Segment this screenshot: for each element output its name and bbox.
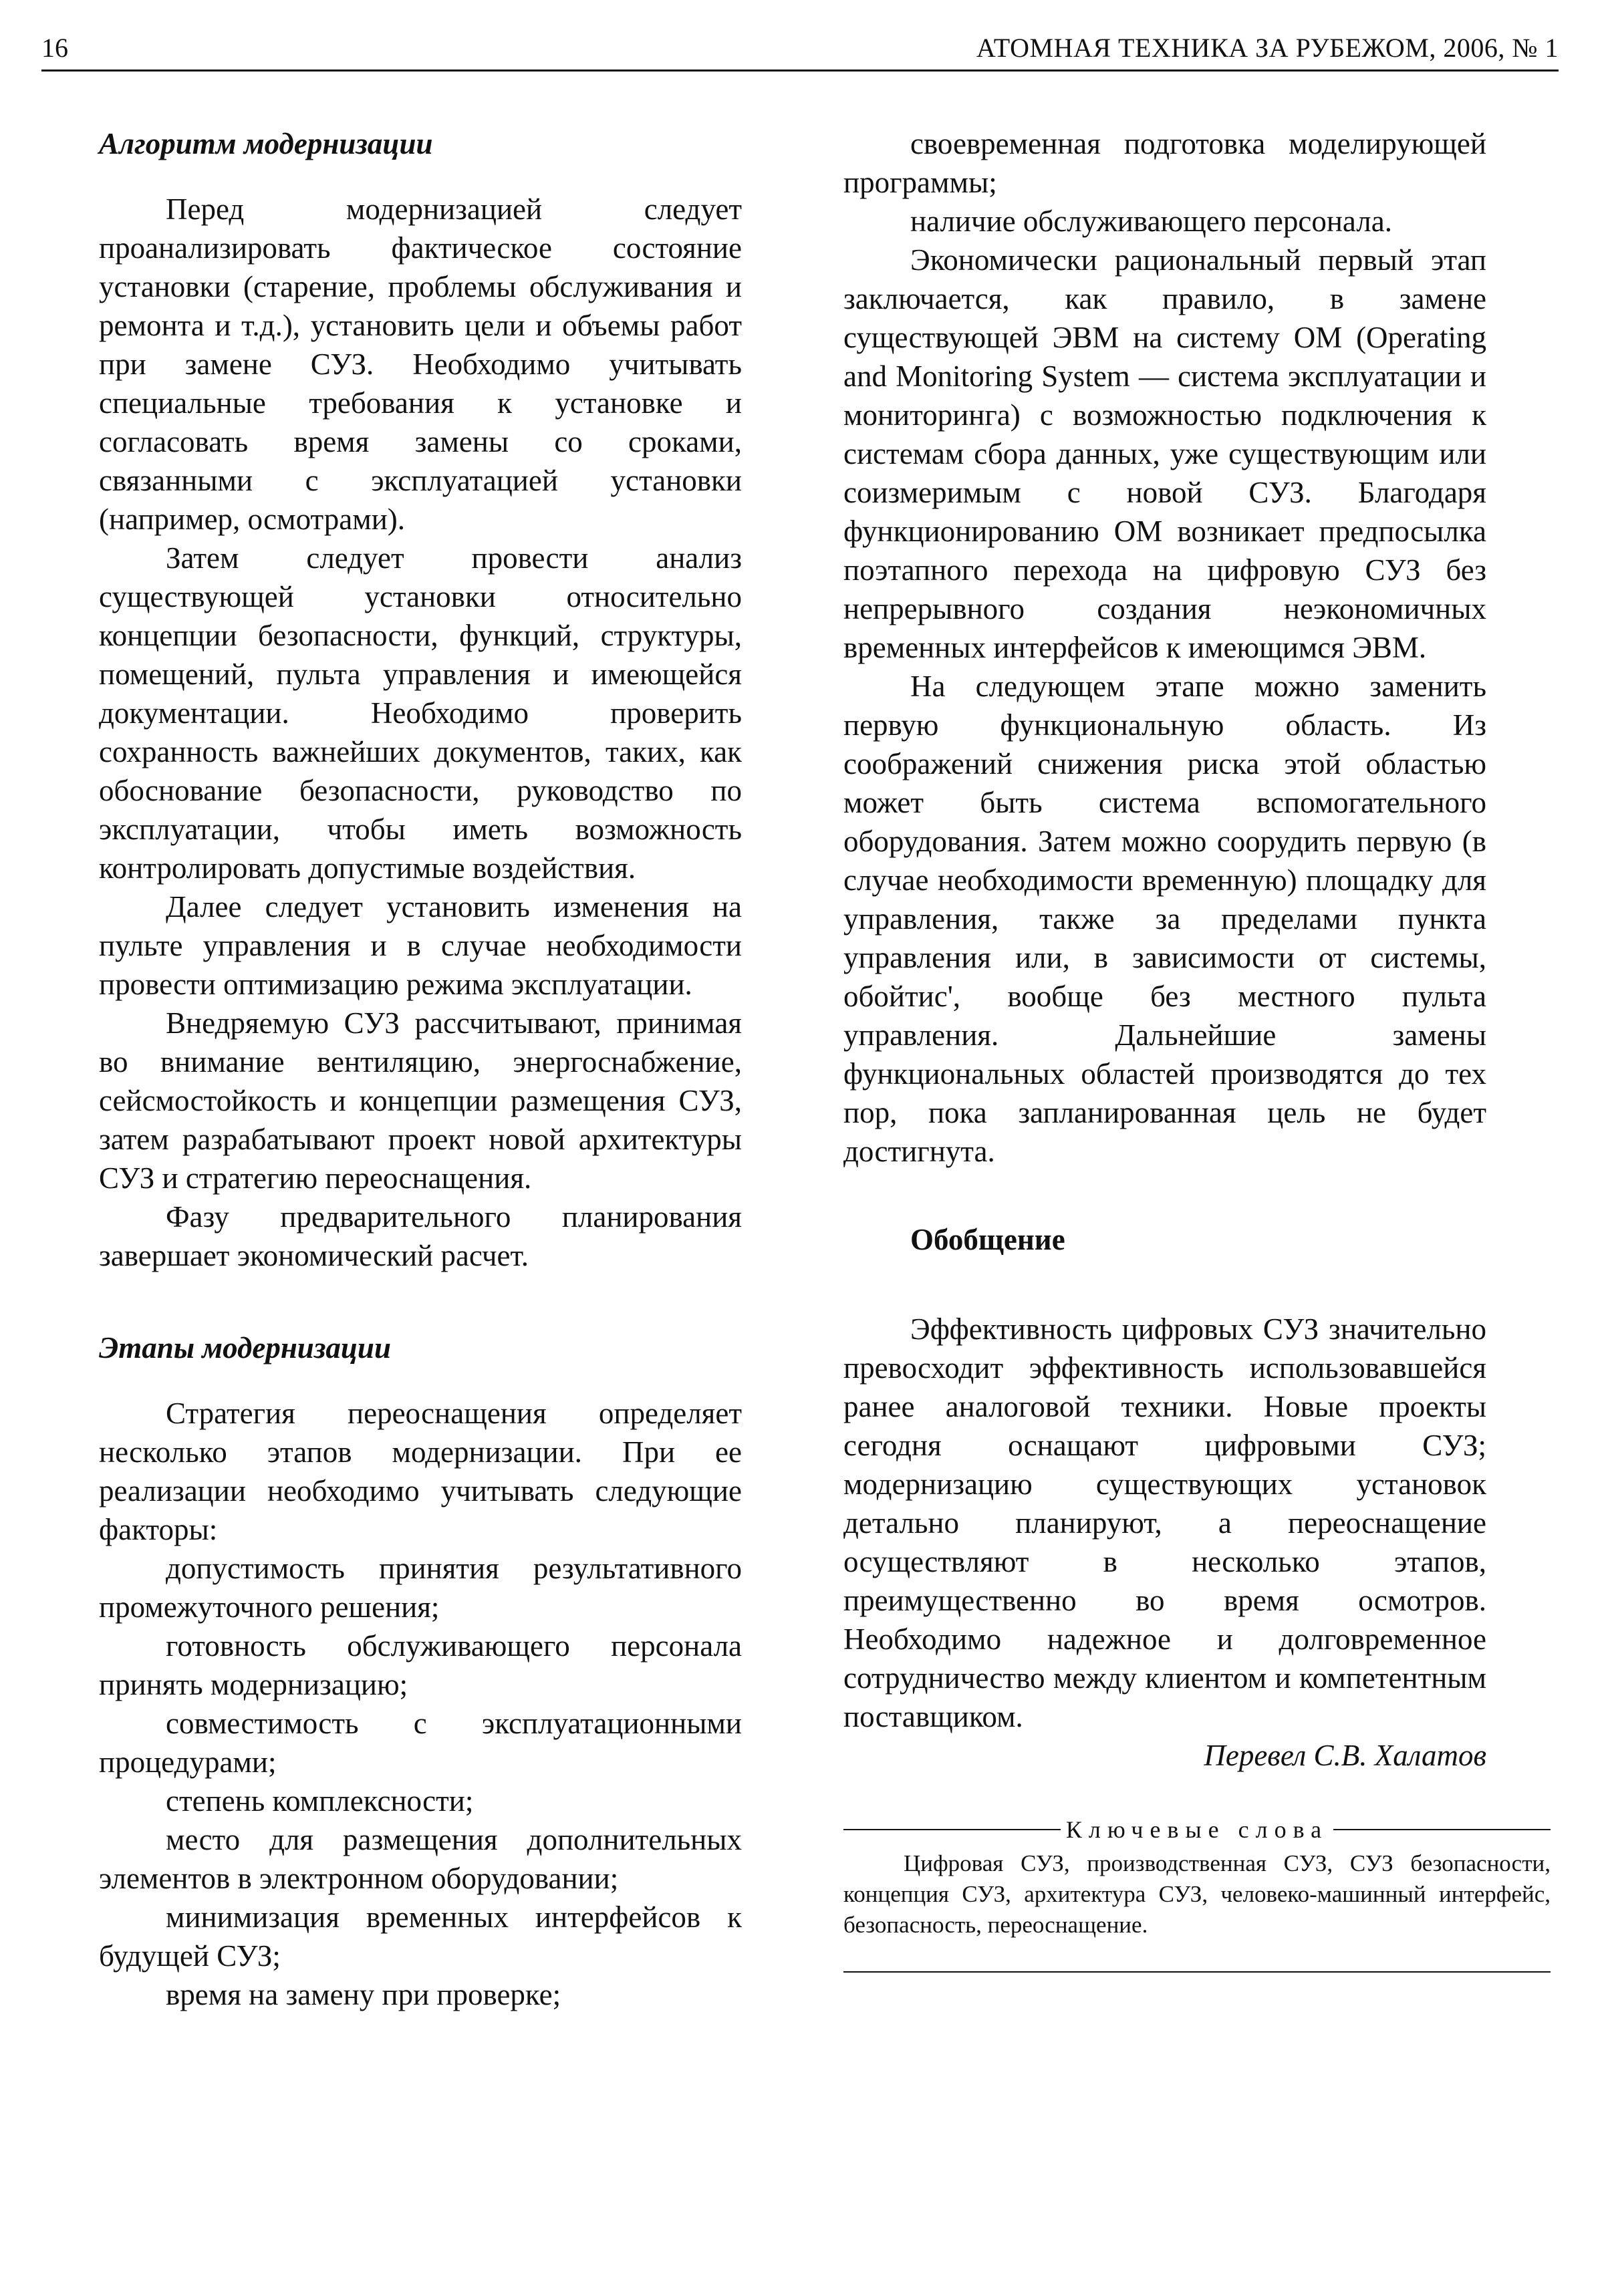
section-heading-summary: Обобщение	[910, 1223, 1065, 1256]
paragraph: Перед модернизацией следует проанализировать фактическое состояние установки (старение, проблемы обслуживания и ремонта и т.д.), установить цели и объемы работ при замене СУЗ. Необходимо учитывать специальные требования к установке и согласовать время замены со сроками, связанными с эксплуатацией установки (например, осмотрами).	[99, 192, 742, 536]
paragraph: Далее следует установить изменения на пульте управления и в случае необходимости провести оптимизацию режима эксплуатации.	[99, 890, 742, 1001]
list-item: своевременная подготовка моделирующей программы;	[843, 127, 1486, 199]
list-item: минимизация временных интерфейсов к будущей СУЗ;	[99, 1900, 742, 1973]
paragraph: Эффективность цифровых СУЗ значительно превосходит эффективность использовавшейся ранее аналоговой техники. Новые проекты сегодня оснащают цифровыми СУЗ; модернизацию существующих установок детально планируют, а переоснащение осуществляют в несколько этапов, преимущественно во время осмотров. Необходимо надежное и долговременное сотрудничество между клиентом и компетентным поставщиком.	[843, 1312, 1486, 1733]
right-column	[843, 124, 1551, 1973]
translator-credit: Перевел С.В. Халатов	[1204, 1739, 1486, 1772]
list-item: время на замену при проверке;	[166, 1978, 561, 2011]
paragraph: Внедряемую СУЗ рассчитывают, принимая во внимание вентиляцию, энергоснабжение, сейсмостойкость и концепции размещения СУЗ, затем разрабатывают проект новой архитектуры СУЗ и стратегию переоснащения.	[99, 1006, 742, 1195]
page-number: 16	[41, 33, 68, 63]
list-item: место для размещения дополнительных элементов в электронном оборудовании;	[99, 1823, 742, 1895]
list-item: совместимость с эксплуатационными процедурами;	[99, 1707, 742, 1779]
divider	[1333, 1829, 1551, 1830]
keywords-title: Ключевые слова	[1065, 1816, 1329, 1843]
section-heading-algorithm: Алгоритм модернизации	[99, 127, 433, 160]
keywords-box	[843, 1814, 1551, 1973]
list-item: наличие обслуживающего персонала.	[910, 204, 1392, 238]
divider	[843, 1829, 1061, 1830]
journal-title: АТОМНАЯ ТЕХНИКА ЗА РУБЕЖОМ, 2006, № 1	[976, 33, 1559, 63]
paragraph: Фазу предварительного планирования завершает экономический расчет.	[99, 1200, 742, 1272]
keywords-title-row	[843, 1814, 1551, 1846]
divider	[843, 1971, 1551, 1973]
paragraph: Стратегия переоснащения определяет несколько этапов модернизации. При ее реализации необходимо учитывать следующие факторы:	[99, 1397, 742, 1546]
paragraph: На следующем этапе можно заменить первую функциональную область. Из соображений снижения риска этой областью может быть система вспомогательного оборудования. Затем можно соорудить первую (в случае необходимости временную) площадку для управления, также за пределами пункта управления или, в зависимости от системы, обойтис', вообще без местного пульта управления. Дальнейшие замены функциональных областей производятся до тех пор, пока запланированная цель не будет достигнута.	[843, 670, 1486, 1168]
list-item: степень комплексности;	[166, 1784, 474, 1818]
paragraph: Затем следует провести анализ существующей установки относительно концепции безопасности, функций, структуры, помещений, пульта управления и имеющейся документации. Необходимо проверить сохранность важнейших документов, таких, как обоснование безопасности, руководство по эксплуатации, чтобы иметь возможность контролировать допустимые воздействия.	[99, 541, 742, 885]
left-column	[99, 124, 742, 2014]
paragraph: Экономически рациональный первый этап заключается, как правило, в замене существующей ЭВМ на систему ОМ (Operating and Monitoring System — система эксплуатации и мониторинга) с возможностью подключения к системам сбора данных, уже существующим или соизмеримым с новой СУЗ. Благодаря функционированию ОМ возникает предпосылка поэтапного перехода на цифровую СУЗ без непрерывного создания неэкономичных временных интерфейсов к имеющимся ЭВМ.	[843, 243, 1486, 664]
list-item: готовность обслуживающего персонала принять модернизацию;	[99, 1629, 742, 1701]
list-item: допустимость принятия результативного промежуточного решения;	[99, 1552, 742, 1624]
section-heading-stages: Этапы модернизации	[99, 1331, 391, 1365]
running-head	[41, 29, 1559, 71]
keywords-text: Цифровая СУЗ, производственная СУЗ, СУЗ безопасности, концепция СУЗ, архитектура СУЗ, человеко-машинный интерфейс, безопасность, переоснащение.	[843, 1850, 1551, 1938]
